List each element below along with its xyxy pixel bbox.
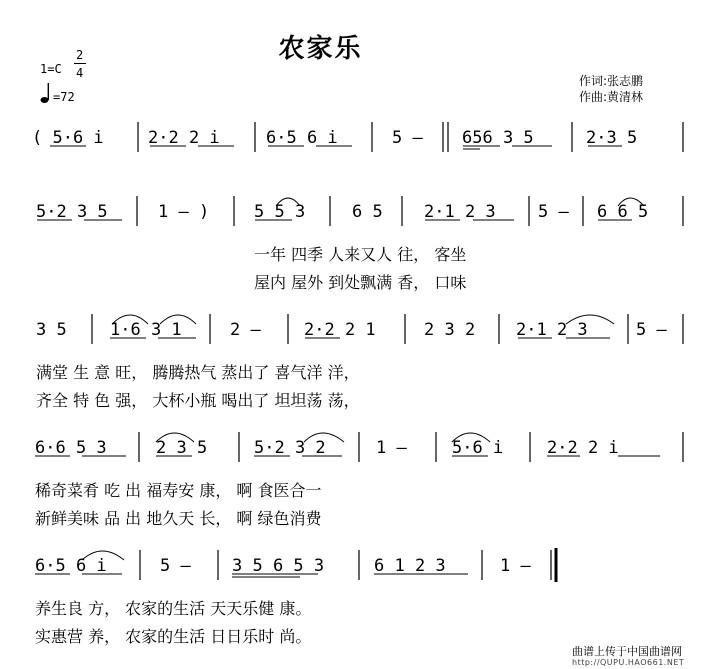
measure: 2·1 2 3 (516, 320, 588, 340)
tempo-marking: =72 (53, 90, 75, 104)
lyric-verse-1: 一年 四季 人来又人 往， 客坐 (254, 245, 467, 264)
measure: 2·3 5 (586, 128, 638, 148)
site-credit: 曲谱上传于中国曲谱网 (572, 645, 682, 658)
lyric-verse-1: 稀奇菜肴 吃 出 福寿安 康， 啊 食医合一 (35, 481, 322, 500)
lyric-verse-2: 实惠营 养， 农家的生活 日日乐时 尚。 (35, 627, 312, 646)
measure: 5 – (392, 128, 423, 148)
measure: 6 1 2 3 (374, 556, 446, 576)
measure: 5 – (636, 320, 667, 340)
measure: 1 – (376, 438, 407, 458)
measure: 2·2 2 1 (304, 320, 376, 340)
measure: 6·6 5 3 (35, 438, 107, 458)
composer-credit: 作曲:黄清林 (579, 90, 644, 104)
song-title: 农家乐 (278, 34, 363, 64)
measure: 6 5 (352, 202, 383, 222)
measure: 5 – (160, 556, 191, 576)
measure: 656 3 5 (462, 128, 534, 148)
measure: 6·5 6 i (266, 128, 338, 148)
measure: 5·2 3 5 (36, 202, 108, 222)
measure: 2·2 2 i (547, 438, 619, 458)
measure: 5 – (538, 202, 569, 222)
lyric-verse-1: 满堂 生 意 旺， 腾腾热气 蒸出了 喜气洋 洋， (36, 363, 360, 382)
lyric-verse-1: 养生良 方， 农家的生活 天天乐健 康。 (35, 599, 312, 618)
measure: 1 – ) (158, 202, 210, 222)
time-signature-top: 2 (76, 48, 84, 62)
measure: 2 3 5 (156, 438, 208, 458)
measure: 2·2 2 i (148, 128, 220, 148)
measure: 1·6 3 1 (110, 320, 182, 340)
time-signature-bottom: 4 (76, 66, 84, 80)
measure: 5·2 3 2 (254, 438, 326, 458)
measure: 1 – (500, 556, 531, 576)
lyric-verse-2: 屋内 屋外 到处飘满 香， 口味 (254, 273, 467, 292)
measure: 3 5 6 5 3 (232, 556, 325, 576)
measure: ( 5·6 i (32, 128, 104, 148)
measure: 2·1 2 3 (424, 202, 496, 222)
lyricist-credit: 作词:张志鹏 (579, 74, 644, 88)
measure: 5 5 3 (254, 202, 306, 222)
key-signature: 1=C (40, 62, 62, 76)
measure: 3 5 (36, 320, 67, 340)
measure: 6 6 5 (597, 202, 649, 222)
lyric-verse-2: 齐全 特 色 强， 大杯小瓶 喝出了 坦坦荡 荡， (36, 391, 360, 410)
site-url: http://QUPU.HAO661.NET (572, 658, 685, 667)
measure: 2 3 2 (424, 320, 476, 340)
measure: 5·6 i (452, 438, 504, 458)
lyric-verse-2: 新鲜美味 品 出 地久天 长， 啊 绿色消费 (35, 509, 322, 528)
measure: 6·5 6 i (35, 556, 107, 576)
measure: 2 – (230, 320, 261, 340)
